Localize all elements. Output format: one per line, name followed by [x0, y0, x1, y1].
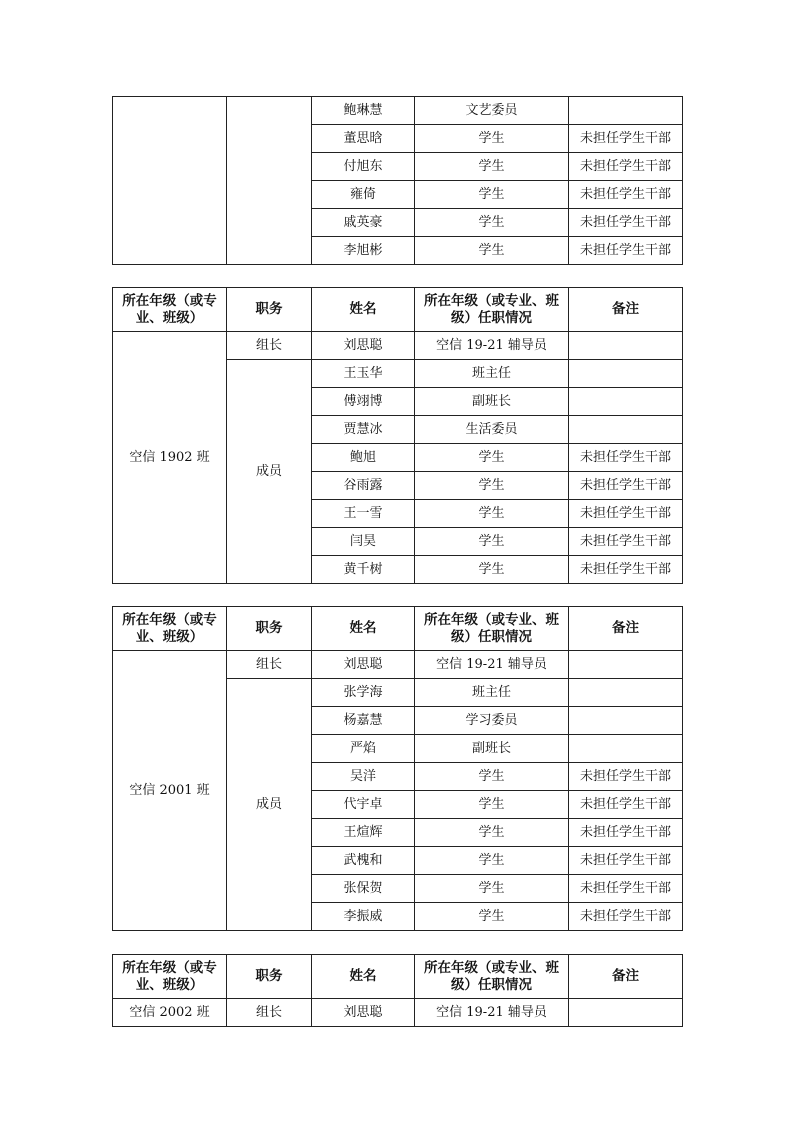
- note-cell: 未担任学生干部: [569, 209, 683, 237]
- name-cell: 王一雪: [312, 500, 415, 528]
- table-header-row: [113, 288, 683, 332]
- name-cell: 李振威: [312, 903, 415, 931]
- table-header-row: [113, 955, 683, 999]
- position-cell: 学生: [415, 875, 569, 903]
- header-note: 备注: [569, 607, 683, 651]
- position-cell: 学生: [415, 209, 569, 237]
- table-row: [113, 999, 683, 1027]
- position-cell: 班主任: [415, 679, 569, 707]
- name-cell: 黄千树: [312, 556, 415, 584]
- position-cell: 学生: [415, 444, 569, 472]
- name-cell: 董思晗: [312, 125, 415, 153]
- note-cell: 未担任学生干部: [569, 556, 683, 584]
- name-cell: 鲍旭: [312, 444, 415, 472]
- position-cell: 学生: [415, 125, 569, 153]
- position-cell: 空信 19-21 辅导员: [415, 999, 569, 1027]
- note-cell: [569, 735, 683, 763]
- name-cell: 戚英豪: [312, 209, 415, 237]
- position-cell: 学生: [415, 528, 569, 556]
- name-cell: 闫昊: [312, 528, 415, 556]
- position-cell: 学生: [415, 500, 569, 528]
- table-row: [113, 332, 683, 360]
- table-class-2001: [112, 606, 683, 931]
- note-cell: 未担任学生干部: [569, 153, 683, 181]
- position-cell: 空信 19-21 辅导员: [415, 332, 569, 360]
- name-cell: 雍倚: [312, 181, 415, 209]
- table-header-row: [113, 607, 683, 651]
- position-cell: 学生: [415, 763, 569, 791]
- note-cell: 未担任学生干部: [569, 903, 683, 931]
- name-cell: 严焰: [312, 735, 415, 763]
- position-cell: 副班长: [415, 735, 569, 763]
- header-grade: 所在年级（或专业、班级）: [113, 955, 227, 999]
- note-cell: 未担任学生干部: [569, 847, 683, 875]
- header-position: 所在年级（或专业、班级）任职情况: [415, 607, 569, 651]
- header-grade: 所在年级（或专业、班级）: [113, 288, 227, 332]
- note-cell: [569, 97, 683, 125]
- note-cell: 未担任学生干部: [569, 444, 683, 472]
- position-cell: 副班长: [415, 388, 569, 416]
- leader-role-cell: 组长: [227, 332, 312, 360]
- note-cell: 未担任学生干部: [569, 528, 683, 556]
- name-cell: 刘思聪: [312, 999, 415, 1027]
- name-cell: 张学海: [312, 679, 415, 707]
- position-cell: 学生: [415, 237, 569, 265]
- header-grade: 所在年级（或专业、班级）: [113, 607, 227, 651]
- name-cell: 刘思聪: [312, 332, 415, 360]
- name-cell: 代宇卓: [312, 791, 415, 819]
- header-name: 姓名: [312, 288, 415, 332]
- position-cell: 学生: [415, 556, 569, 584]
- header-position: 所在年级（或专业、班级）任职情况: [415, 955, 569, 999]
- note-cell: 未担任学生干部: [569, 237, 683, 265]
- role-cell: [227, 97, 312, 265]
- member-role-cell: 成员: [227, 360, 312, 584]
- note-cell: 未担任学生干部: [569, 181, 683, 209]
- note-cell: [569, 707, 683, 735]
- note-cell: [569, 360, 683, 388]
- table-continued: [112, 96, 683, 265]
- note-cell: 未担任学生干部: [569, 875, 683, 903]
- position-cell: 学生: [415, 153, 569, 181]
- name-cell: 傅翊博: [312, 388, 415, 416]
- position-cell: 学生: [415, 181, 569, 209]
- note-cell: [569, 388, 683, 416]
- note-cell: [569, 651, 683, 679]
- name-cell: 鲍琳慧: [312, 97, 415, 125]
- note-cell: 未担任学生干部: [569, 819, 683, 847]
- name-cell: 杨嘉慧: [312, 707, 415, 735]
- position-cell: 生活委员: [415, 416, 569, 444]
- position-cell: 文艺委员: [415, 97, 569, 125]
- name-cell: 李旭彬: [312, 237, 415, 265]
- table-class-2002: [112, 954, 683, 1027]
- name-cell: 贾慧冰: [312, 416, 415, 444]
- class-name-cell: 空信 1902 班: [113, 332, 227, 584]
- note-cell: [569, 332, 683, 360]
- header-note: 备注: [569, 955, 683, 999]
- note-cell: 未担任学生干部: [569, 500, 683, 528]
- note-cell: 未担任学生干部: [569, 763, 683, 791]
- header-role: 职务: [227, 955, 312, 999]
- name-cell: 吴洋: [312, 763, 415, 791]
- note-cell: [569, 679, 683, 707]
- leader-role-cell: 组长: [227, 999, 312, 1027]
- header-position: 所在年级（或专业、班级）任职情况: [415, 288, 569, 332]
- name-cell: 王煊辉: [312, 819, 415, 847]
- name-cell: 谷雨露: [312, 472, 415, 500]
- member-role-cell: 成员: [227, 679, 312, 931]
- table-row: [113, 651, 683, 679]
- name-cell: 付旭东: [312, 153, 415, 181]
- position-cell: 空信 19-21 辅导员: [415, 651, 569, 679]
- position-cell: 学生: [415, 903, 569, 931]
- note-cell: 未担任学生干部: [569, 791, 683, 819]
- header-role: 职务: [227, 288, 312, 332]
- position-cell: 学生: [415, 472, 569, 500]
- position-cell: 学生: [415, 791, 569, 819]
- name-cell: 武槐和: [312, 847, 415, 875]
- position-cell: 班主任: [415, 360, 569, 388]
- header-name: 姓名: [312, 607, 415, 651]
- name-cell: 张保贺: [312, 875, 415, 903]
- note-cell: 未担任学生干部: [569, 125, 683, 153]
- header-note: 备注: [569, 288, 683, 332]
- note-cell: 未担任学生干部: [569, 472, 683, 500]
- table-row: [113, 97, 683, 125]
- table-class-1902: [112, 287, 683, 584]
- position-cell: 学生: [415, 847, 569, 875]
- class-name-cell: 空信 2002 班: [113, 999, 227, 1027]
- name-cell: 刘思聪: [312, 651, 415, 679]
- grade-cell: [113, 97, 227, 265]
- note-cell: [569, 999, 683, 1027]
- position-cell: 学习委员: [415, 707, 569, 735]
- leader-role-cell: 组长: [227, 651, 312, 679]
- position-cell: 学生: [415, 819, 569, 847]
- header-name: 姓名: [312, 955, 415, 999]
- class-name-cell: 空信 2001 班: [113, 651, 227, 931]
- name-cell: 王玉华: [312, 360, 415, 388]
- note-cell: [569, 416, 683, 444]
- header-role: 职务: [227, 607, 312, 651]
